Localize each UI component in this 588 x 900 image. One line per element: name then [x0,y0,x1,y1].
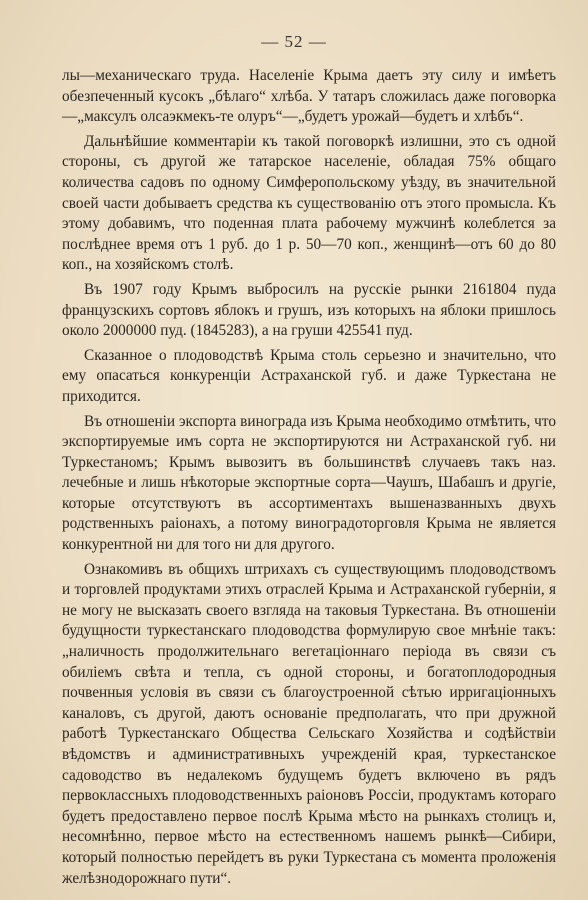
paragraph-2: Дальнѣйшие комментаріи къ такой поговоркѣ излишни, это съ одной стороны, съ другой же татарское населеніе, обладая 75% общаго количества садовъ по одному Симферопольскому уѣзду, въ значительной своей части добываетъ средства къ существованію отъ этого промысла. Къ этому добавимъ, что поденная плата рабочему мужчинѣ колеблется за послѣднее время отъ 1 руб. до 1 р. 50—70 коп., женщинѣ—отъ 60 до 80 коп., на хозяйскомъ столѣ. [62,132,556,274]
page-number: — 52 — [261,32,327,51]
paragraph-3: Въ 1907 году Крымъ выбросилъ на русскіе рынки 2161804 пуда французскихъ сортовъ яблокъ и грушъ, изъ которыхъ на яблоки пришлось около 2000000 пуд. (1845283), а на груши 425541 пуд. [62,280,556,340]
paragraph-4: Сказанное о плодоводствѣ Крыма столь серьезно и значительно, что ему опасаться конкуренціи Астраханской губ. и даже Туркестана не приходится. [62,346,556,405]
paragraph-5: Въ отношеніи экспорта винограда изъ Крыма необходимо отмѣтить, что экспортируемые имъ сорта не экспортируются ни Астраханской губ. ни Туркестаномъ; Крымъ вывозитъ въ большинствѣ случаевъ такъ наз. лечебные и лишь нѣкоторые экспортные сорта—Чаушъ, Шабашъ и другіе, которые отсутствуютъ въ ассортиментахъ вышеназванныхъ двухъ родственныхъ раіонахъ, а потому виноградоторговля Крыма не является конкурентной ни для того ни для другого. [62,412,556,554]
paragraph-6: Ознакомивъ въ общихъ штрихахъ съ существующимъ плодоводствомъ и торговлей продуктами этихъ отраслей Крыма и Астраханской губерніи, я не могу не высказать своего взгляда на таковыя Туркестана. Въ отношеніи будущности туркестанскаго плодоводства формулирую свое мнѣніе такъ: „наличность продолжительнаго вегетаціоннаго періода въ связи съ обиліемъ свѣта и тепла, съ одной стороны, и богатоплодородныя почвенныя условія въ связи съ благоустроенной сѣтью ирригаціонныхъ каналовъ, съ другой, даютъ основаніе предполагать, что при дружной работѣ Туркестанскаго Общества Сельскаго Хозяйства и содѣйствіи вѣдомствъ и административныхъ учрежденій края, туркестанское садоводство въ недалекомъ будущемъ будетъ включено въ рядъ первоклассныхъ плодоводственныхъ раіоновъ Россіи, продуктамъ котораго будетъ предоставлено первое послѣ Крыма мѣсто на рынкахъ столицъ и, несомнѣнно, первое мѣсто на естественномъ нашемъ рынкѣ—Сибири, который полностью перейдетъ въ руки Туркестана съ момента проложенія желѣзнодорожнаго пути“. [62,560,556,887]
paragraph-1: лы—механическаго труда. Населеніе Крыма даетъ эту силу и имѣетъ обезпеченный кусокъ „бѣлаго“ хлѣба. У татаръ сложилась даже поговорка—„максулъ олсаэкмекъ-те олуръ“—„будетъ урожай—будетъ и хлѣбъ“. [62,67,556,126]
body-text [62,66,556,889]
